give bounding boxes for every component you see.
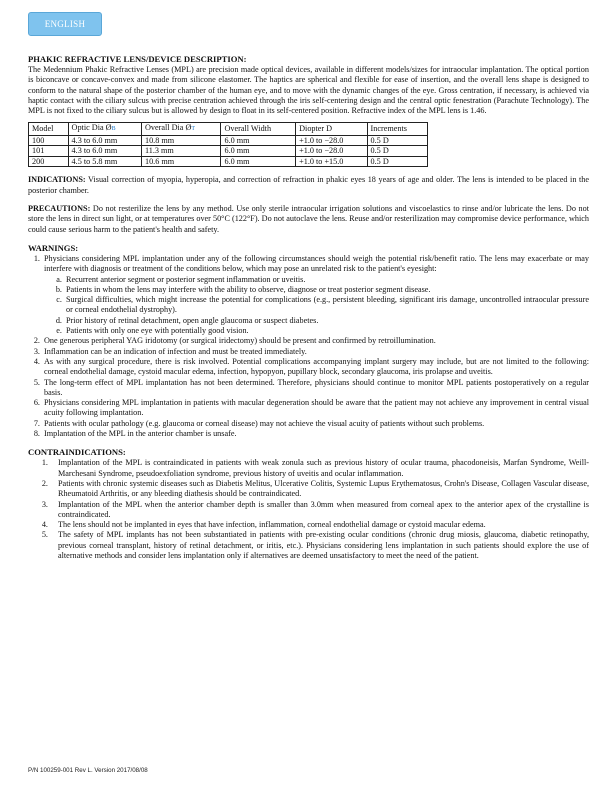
list-item: 7. Patients with ocular pathology (e.g. glaucoma or corneal disease) may not achieve the visual acuity of patients without such problems. xyxy=(42,419,589,429)
precautions-text: Do not resterilize the lens by any method. Use only sterile intraocular irrigation solutions and viscoelastics to rinse and/or lubricate the lens. Do not store the lens in direct sun light, or at temperatures over 50°C (122°F). Do not autoclave the lens. Reuse and/or resterilization may compromise device performance, which could cause serious harm to the patient's health and safety. xyxy=(28,204,589,234)
table-cell: 10.6 mm xyxy=(141,156,220,167)
table-cell: +1.0 to −28.0 xyxy=(296,135,367,146)
table-cell: 6.0 mm xyxy=(221,135,296,146)
table-cell: 4.5 to 5.8 mm xyxy=(68,156,141,167)
header-diopter: Diopter D xyxy=(296,123,367,136)
specs-table xyxy=(28,122,428,167)
description-heading: PHAKIC REFRACTIVE LENS/DEVICE DESCRIPTION: xyxy=(28,54,247,64)
table-cell: 6.0 mm xyxy=(221,156,296,167)
indications-label: INDICATIONS: xyxy=(28,175,86,185)
table-cell: 200 xyxy=(29,156,69,167)
table-cell: +1.0 to +15.0 xyxy=(296,156,367,167)
table-cell: 100 xyxy=(29,135,69,146)
table-cell: 0.5 D xyxy=(367,146,427,157)
description-text: The Medennium Phakic Refractive Lenses (MPL) are precision made optical devices, available in different models/sizes for intraocular implantation. The optical portion is biconcave or concave-convex and made from silicone elastomer. The haptics are spherical and flexible for ease of insertion, and the overall lens shape is designed to conform to the natural shape of the posterior chamber of the human eye, and to move with the dynamic changes of the eye. Gross centration, if necessary, is achieved via haptic contact with the ciliary sulcus with precise centration achieved through the iris self-centering design and the central optic fenestration (Parachute Technology). The MPL is not fixed to the ciliary sulcus but is allowed by design to float in its self-centered position. Refractive index of the MPL lens is 1.46. xyxy=(28,65,589,116)
header-optic-dia: Optic Dia ØB xyxy=(68,123,141,136)
precautions-label: PRECAUTIONS: xyxy=(28,204,91,214)
header-overall-width: Overall Width xyxy=(221,123,296,136)
list-item: b. Patients in whom the lens may interfere with the ability to observe, diagnose or treat posterior segment disease. xyxy=(64,285,589,295)
list-item: 2. Patients with chronic systemic diseases such as Diabetis Melitus, Ulcerative Colitis, Systemic Lupus Erythematosus, Crohn's Disease, Collagen Vascular disease, Rheumatoid Arthritis, or any bleeding diathesis should be contraindicated. xyxy=(50,479,589,500)
precautions-paragraph xyxy=(28,204,589,235)
specs-table-header-row xyxy=(29,123,428,136)
list-item: 5. The safety of MPL implants has not been substantiated in patients with pre-existing ocular conditions (chronic drug miosis, glaucoma, diabetic retinopathy, previous corneal transplant, history of retinal detachment, or iritis, etc.). Physicians considering lens implantation in such patients should explore the use of alternative methods and consider lens implantation only if alternatives are deemed unsatisfactory to meet the need of the patient. xyxy=(50,530,589,561)
indications-text: Visual correction of myopia, hyperopia, and correction of refraction in phakic eyes 18 years of age and older. The lens is intended to be placed in the posterior chamber. xyxy=(28,175,589,195)
list-item: 3. Implantation of the MPL when the anterior chamber depth is smaller than 3.0mm when measured from corneal apex to the anterior apex of the crystalline is contraindicated. xyxy=(50,500,589,521)
indications-paragraph xyxy=(28,175,589,196)
table-cell: 10.8 mm xyxy=(141,135,220,146)
list-item: c. Surgical difficulties, which might increase the potential for complications (e.g., persistent bleeding, significant iris damage, uncontrolled intraocular pressure or corneal endothelial dystrophy). xyxy=(64,295,589,316)
list-item: e. Patients with only one eye with potentially good vision. xyxy=(64,326,589,336)
table-row xyxy=(29,156,428,167)
list-item: 5. The long-term effect of MPL implantation has not been determined. Therefore, physicians should continue to monitor MPL patients postoperatively on a regular basis. xyxy=(42,378,589,399)
table-cell: 11.3 mm xyxy=(141,146,220,157)
warnings-list xyxy=(28,254,589,439)
table-cell: 101 xyxy=(29,146,69,157)
list-item: 6. Physicians considering MPL implantation in patients with macular degeneration should be aware that the patient may not achieve any improvement in central visual acuity following implantation. xyxy=(42,398,589,419)
document-body xyxy=(28,54,589,561)
warnings-sublist xyxy=(44,275,589,337)
list-item: 2. One generous peripheral YAG iridotomy (or surgical iridectomy) should be present and confirmed by retroillumination. xyxy=(42,336,589,346)
list-item: 4. The lens should not be implanted in eyes that have infection, inflammation, corneal endothelial damage or cystoid macular edema. xyxy=(50,520,589,530)
table-cell: 4.3 to 6.0 mm xyxy=(68,135,141,146)
document-footer: P/N 100259-001 Rev L. Version 2017/08/08 xyxy=(28,767,148,774)
list-item: d. Prior history of retinal detachment, open angle glaucoma or suspect diabetes. xyxy=(64,316,589,326)
table-cell: 0.5 D xyxy=(367,156,427,167)
table-cell: 6.0 mm xyxy=(221,146,296,157)
list-item: 1. Implantation of the MPL is contraindicated in patients with weak zonula such as previous history of ocular trauma, phacodoneisis, Marfan Syndrome, Weill-Marchesani Syndrome, pseudoexfoliation syndrome, previous history of uveitis and ocular inflammation. xyxy=(50,458,589,479)
contraindications-heading: CONTRAINDICATIONS: xyxy=(28,447,126,458)
header-increments: Increments xyxy=(367,123,427,136)
list-item: 3. Inflammation can be an indication of infection and must be treated immediately. xyxy=(42,347,589,357)
list-item: 4. As with any surgical procedure, there is risk involved. Potential complications accompanying implant surgery may include, but are not limited to the following: corneal endothelial damage, cystoid macular edema, infection, hypopyon, pupillary block, secondary glaucoma, iris prolapse and uveitis. xyxy=(42,357,589,378)
table-cell: +1.0 to −28.0 xyxy=(296,146,367,157)
list-item: 8. Implantation of the MPL in the anterior chamber is unsafe. xyxy=(42,429,589,439)
contraindications-list xyxy=(28,458,589,561)
table-cell: 0.5 D xyxy=(367,135,427,146)
list-item: a. Recurrent anterior segment or posterior segment inflammation or uveitis. xyxy=(64,275,589,285)
list-item: 1. Physicians considering MPL implantation under any of the following circumstances should weigh the potential risk/benefit ratio. The lens may exacerbate or may interfere with diagnosis or treatment of the conditions below, which may pose an unrelated risk to the patient's eyesight: a. Recurrent anterior segment or posterior segment inflammation or uveitis. b. Patients in whom the lens may interfere with the ability to observe, diagnose or treat posterior segment disease. c. Surgical difficulties, which might increase the potential for complications (e.g., persistent bleeding, significant iris damage, uncontrolled intraocular pressure or corneal endothelial dystrophy). d. Prior history of retinal detachment, open angle glaucoma or suspect diabetes. e. Patients with only one eye with potentially good vision. xyxy=(42,254,589,336)
table-cell: 4.3 to 6.0 mm xyxy=(68,146,141,157)
header-model: Model xyxy=(29,123,69,136)
warnings-heading: WARNINGS: xyxy=(28,242,79,253)
table-row xyxy=(29,135,428,146)
header-overall-dia: Overall Dia ØT xyxy=(141,123,220,136)
table-row xyxy=(29,146,428,157)
language-tab-english[interactable]: ENGLISH xyxy=(28,12,102,36)
